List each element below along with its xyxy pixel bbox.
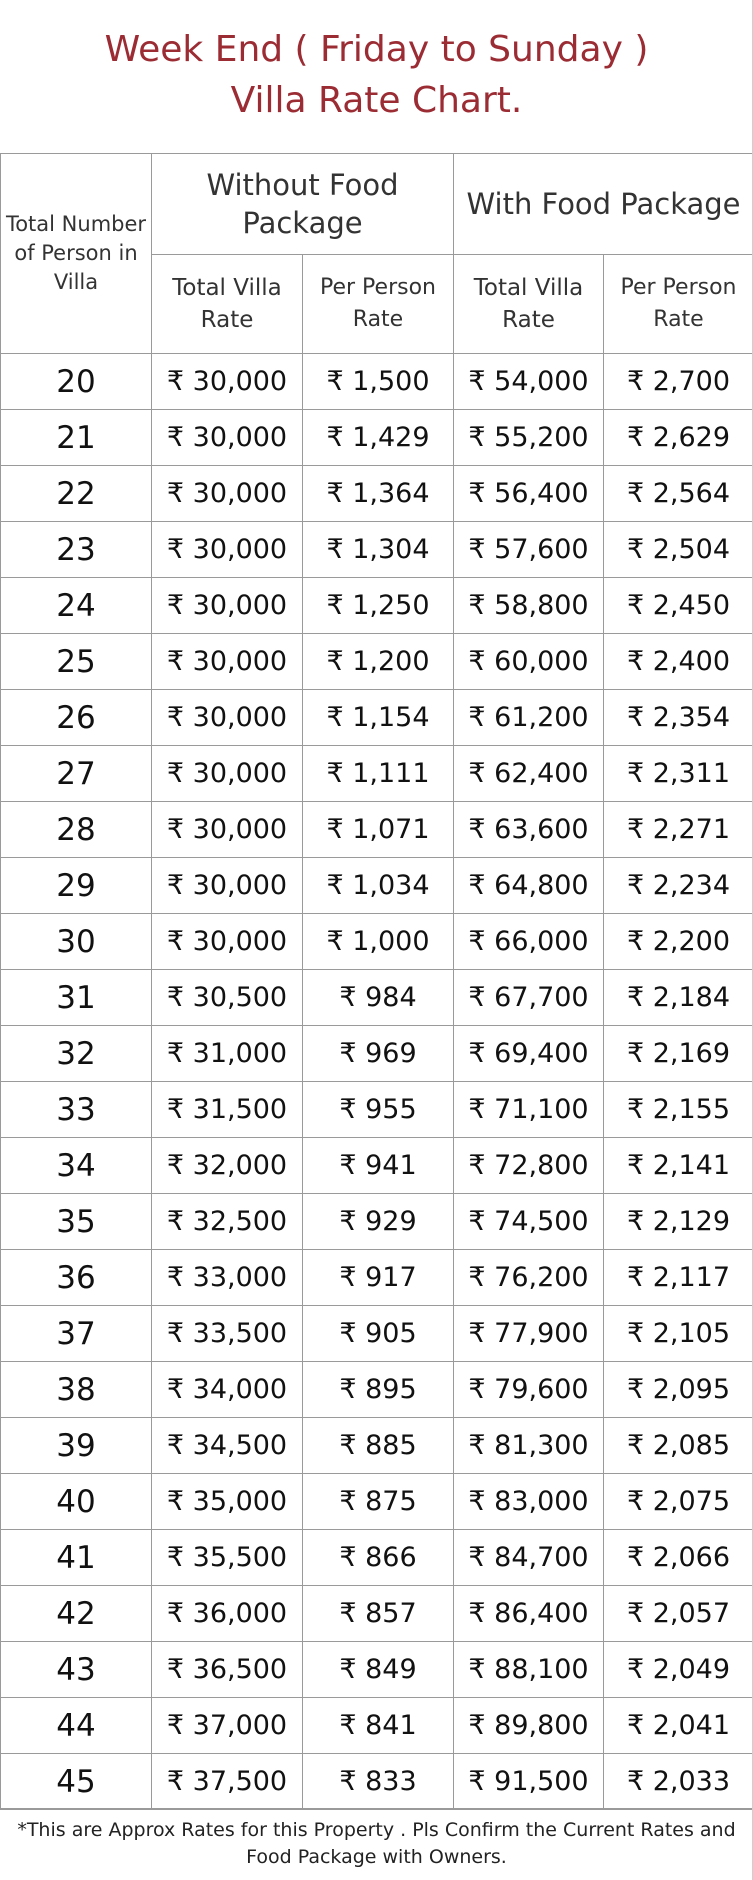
with-food-total-villa-rate-cell: ₹ 91,500	[454, 1754, 604, 1810]
persons-cell: 24	[1, 578, 152, 634]
with-food-total-villa-rate-cell: ₹ 62,400	[454, 746, 604, 802]
table-row	[1, 690, 753, 746]
without-food-total-villa-rate-cell: ₹ 30,000	[152, 410, 303, 466]
with-food-total-villa-rate-cell: ₹ 79,600	[454, 1362, 604, 1418]
header-without-food-total-villa-rate: Total Villa Rate	[152, 255, 303, 354]
without-food-total-villa-rate-cell: ₹ 30,000	[152, 858, 303, 914]
persons-cell: 22	[1, 466, 152, 522]
without-food-total-villa-rate-cell: ₹ 33,000	[152, 1250, 303, 1306]
header-without-food: Without Food Package	[152, 154, 454, 255]
with-food-per-person-rate-cell: ₹ 2,075	[604, 1474, 753, 1530]
table-row	[1, 1586, 753, 1642]
with-food-per-person-rate-cell: ₹ 2,049	[604, 1642, 753, 1698]
table-row	[1, 1698, 753, 1754]
table-row	[1, 1026, 753, 1082]
persons-cell: 30	[1, 914, 152, 970]
without-food-total-villa-rate-cell: ₹ 35,500	[152, 1530, 303, 1586]
table-row	[1, 578, 753, 634]
with-food-total-villa-rate-cell: ₹ 54,000	[454, 354, 604, 410]
with-food-total-villa-rate-cell: ₹ 88,100	[454, 1642, 604, 1698]
with-food-per-person-rate-cell: ₹ 2,354	[604, 690, 753, 746]
header-row-groups	[1, 154, 753, 255]
persons-cell: 33	[1, 1082, 152, 1138]
rate-table	[0, 153, 753, 1810]
with-food-total-villa-rate-cell: ₹ 57,600	[454, 522, 604, 578]
persons-cell: 21	[1, 410, 152, 466]
without-food-per-person-rate-cell: ₹ 1,034	[303, 858, 454, 914]
with-food-total-villa-rate-cell: ₹ 77,900	[454, 1306, 604, 1362]
with-food-per-person-rate-cell: ₹ 2,450	[604, 578, 753, 634]
table-row	[1, 522, 753, 578]
without-food-total-villa-rate-cell: ₹ 32,000	[152, 1138, 303, 1194]
table-row	[1, 1754, 753, 1810]
persons-cell: 23	[1, 522, 152, 578]
table-row	[1, 858, 753, 914]
with-food-per-person-rate-cell: ₹ 2,105	[604, 1306, 753, 1362]
without-food-total-villa-rate-cell: ₹ 30,000	[152, 802, 303, 858]
header-with-food-total-villa-rate: Total Villa Rate	[454, 255, 604, 354]
without-food-total-villa-rate-cell: ₹ 30,000	[152, 634, 303, 690]
with-food-per-person-rate-cell: ₹ 2,057	[604, 1586, 753, 1642]
with-food-total-villa-rate-cell: ₹ 63,600	[454, 802, 604, 858]
persons-cell: 44	[1, 1698, 152, 1754]
table-row	[1, 1082, 753, 1138]
persons-cell: 29	[1, 858, 152, 914]
persons-cell: 34	[1, 1138, 152, 1194]
without-food-total-villa-rate-cell: ₹ 30,000	[152, 746, 303, 802]
without-food-per-person-rate-cell: ₹ 1,154	[303, 690, 454, 746]
table-row	[1, 914, 753, 970]
persons-cell: 26	[1, 690, 152, 746]
without-food-total-villa-rate-cell: ₹ 30,000	[152, 578, 303, 634]
title-line-1: Week End ( Friday to Sunday )	[104, 29, 649, 70]
without-food-total-villa-rate-cell: ₹ 32,500	[152, 1194, 303, 1250]
persons-cell: 45	[1, 1754, 152, 1810]
with-food-total-villa-rate-cell: ₹ 83,000	[454, 1474, 604, 1530]
without-food-per-person-rate-cell: ₹ 929	[303, 1194, 454, 1250]
without-food-per-person-rate-cell: ₹ 895	[303, 1362, 454, 1418]
without-food-total-villa-rate-cell: ₹ 34,000	[152, 1362, 303, 1418]
persons-cell: 32	[1, 1026, 152, 1082]
persons-cell: 25	[1, 634, 152, 690]
with-food-per-person-rate-cell: ₹ 2,169	[604, 1026, 753, 1082]
table-row	[1, 410, 753, 466]
persons-cell: 40	[1, 1474, 152, 1530]
without-food-total-villa-rate-cell: ₹ 33,500	[152, 1306, 303, 1362]
with-food-per-person-rate-cell: ₹ 2,066	[604, 1530, 753, 1586]
with-food-per-person-rate-cell: ₹ 2,041	[604, 1698, 753, 1754]
table-row	[1, 746, 753, 802]
with-food-total-villa-rate-cell: ₹ 67,700	[454, 970, 604, 1026]
with-food-total-villa-rate-cell: ₹ 72,800	[454, 1138, 604, 1194]
without-food-total-villa-rate-cell: ₹ 37,000	[152, 1698, 303, 1754]
with-food-per-person-rate-cell: ₹ 2,271	[604, 802, 753, 858]
table-row	[1, 970, 753, 1026]
header-without-food-per-person-rate: Per Person Rate	[303, 255, 454, 354]
header-with-food: With Food Package	[454, 154, 753, 255]
with-food-total-villa-rate-cell: ₹ 81,300	[454, 1418, 604, 1474]
with-food-total-villa-rate-cell: ₹ 64,800	[454, 858, 604, 914]
without-food-total-villa-rate-cell: ₹ 37,500	[152, 1754, 303, 1810]
with-food-total-villa-rate-cell: ₹ 55,200	[454, 410, 604, 466]
without-food-per-person-rate-cell: ₹ 941	[303, 1138, 454, 1194]
with-food-total-villa-rate-cell: ₹ 71,100	[454, 1082, 604, 1138]
with-food-total-villa-rate-cell: ₹ 89,800	[454, 1698, 604, 1754]
without-food-per-person-rate-cell: ₹ 1,071	[303, 802, 454, 858]
with-food-per-person-rate-cell: ₹ 2,085	[604, 1418, 753, 1474]
without-food-total-villa-rate-cell: ₹ 30,500	[152, 970, 303, 1026]
table-row	[1, 1194, 753, 1250]
persons-cell: 39	[1, 1418, 152, 1474]
with-food-per-person-rate-cell: ₹ 2,155	[604, 1082, 753, 1138]
table-row	[1, 1250, 753, 1306]
without-food-per-person-rate-cell: ₹ 866	[303, 1530, 454, 1586]
without-food-per-person-rate-cell: ₹ 885	[303, 1418, 454, 1474]
without-food-total-villa-rate-cell: ₹ 30,000	[152, 466, 303, 522]
without-food-per-person-rate-cell: ₹ 984	[303, 970, 454, 1026]
without-food-total-villa-rate-cell: ₹ 36,000	[152, 1586, 303, 1642]
with-food-total-villa-rate-cell: ₹ 60,000	[454, 634, 604, 690]
persons-cell: 42	[1, 1586, 152, 1642]
with-food-per-person-rate-cell: ₹ 2,129	[604, 1194, 753, 1250]
with-food-total-villa-rate-cell: ₹ 56,400	[454, 466, 604, 522]
title-block	[0, 0, 753, 153]
with-food-per-person-rate-cell: ₹ 2,184	[604, 970, 753, 1026]
footnote: *This are Approx Rates for this Property . Pls Confirm the Current Rates and Food Package with Owners.	[0, 1808, 753, 1880]
with-food-per-person-rate-cell: ₹ 2,629	[604, 410, 753, 466]
without-food-per-person-rate-cell: ₹ 1,364	[303, 466, 454, 522]
with-food-total-villa-rate-cell: ₹ 76,200	[454, 1250, 604, 1306]
rate-table-body	[1, 354, 753, 1810]
table-row	[1, 354, 753, 410]
without-food-total-villa-rate-cell: ₹ 31,500	[152, 1082, 303, 1138]
without-food-per-person-rate-cell: ₹ 1,429	[303, 410, 454, 466]
with-food-per-person-rate-cell: ₹ 2,117	[604, 1250, 753, 1306]
without-food-total-villa-rate-cell: ₹ 35,000	[152, 1474, 303, 1530]
persons-cell: 41	[1, 1530, 152, 1586]
with-food-per-person-rate-cell: ₹ 2,564	[604, 466, 753, 522]
table-row	[1, 802, 753, 858]
table-row	[1, 1530, 753, 1586]
table-row	[1, 1474, 753, 1530]
without-food-per-person-rate-cell: ₹ 875	[303, 1474, 454, 1530]
table-row	[1, 466, 753, 522]
with-food-total-villa-rate-cell: ₹ 84,700	[454, 1530, 604, 1586]
table-row	[1, 634, 753, 690]
with-food-total-villa-rate-cell: ₹ 69,400	[454, 1026, 604, 1082]
without-food-per-person-rate-cell: ₹ 1,200	[303, 634, 454, 690]
table-row	[1, 1418, 753, 1474]
persons-cell: 31	[1, 970, 152, 1026]
persons-cell: 38	[1, 1362, 152, 1418]
without-food-per-person-rate-cell: ₹ 955	[303, 1082, 454, 1138]
header-total-persons: Total Number of Person in Villa	[1, 154, 152, 354]
without-food-total-villa-rate-cell: ₹ 30,000	[152, 522, 303, 578]
with-food-total-villa-rate-cell: ₹ 58,800	[454, 578, 604, 634]
persons-cell: 27	[1, 746, 152, 802]
with-food-per-person-rate-cell: ₹ 2,504	[604, 522, 753, 578]
with-food-total-villa-rate-cell: ₹ 74,500	[454, 1194, 604, 1250]
with-food-per-person-rate-cell: ₹ 2,234	[604, 858, 753, 914]
without-food-total-villa-rate-cell: ₹ 31,000	[152, 1026, 303, 1082]
with-food-total-villa-rate-cell: ₹ 61,200	[454, 690, 604, 746]
with-food-per-person-rate-cell: ₹ 2,141	[604, 1138, 753, 1194]
header-with-food-per-person-rate: Per Person Rate	[604, 255, 753, 354]
without-food-per-person-rate-cell: ₹ 1,000	[303, 914, 454, 970]
table-row	[1, 1138, 753, 1194]
persons-cell: 43	[1, 1642, 152, 1698]
without-food-total-villa-rate-cell: ₹ 36,500	[152, 1642, 303, 1698]
without-food-total-villa-rate-cell: ₹ 30,000	[152, 690, 303, 746]
with-food-per-person-rate-cell: ₹ 2,033	[604, 1754, 753, 1810]
with-food-per-person-rate-cell: ₹ 2,311	[604, 746, 753, 802]
with-food-total-villa-rate-cell: ₹ 66,000	[454, 914, 604, 970]
with-food-per-person-rate-cell: ₹ 2,200	[604, 914, 753, 970]
without-food-per-person-rate-cell: ₹ 917	[303, 1250, 454, 1306]
table-row	[1, 1642, 753, 1698]
without-food-total-villa-rate-cell: ₹ 30,000	[152, 914, 303, 970]
persons-cell: 35	[1, 1194, 152, 1250]
without-food-per-person-rate-cell: ₹ 905	[303, 1306, 454, 1362]
without-food-per-person-rate-cell: ₹ 857	[303, 1586, 454, 1642]
with-food-per-person-rate-cell: ₹ 2,095	[604, 1362, 753, 1418]
without-food-per-person-rate-cell: ₹ 969	[303, 1026, 454, 1082]
without-food-total-villa-rate-cell: ₹ 30,000	[152, 354, 303, 410]
table-row	[1, 1306, 753, 1362]
without-food-per-person-rate-cell: ₹ 1,304	[303, 522, 454, 578]
without-food-total-villa-rate-cell: ₹ 34,500	[152, 1418, 303, 1474]
with-food-per-person-rate-cell: ₹ 2,400	[604, 634, 753, 690]
persons-cell: 28	[1, 802, 152, 858]
table-row	[1, 1362, 753, 1418]
without-food-per-person-rate-cell: ₹ 833	[303, 1754, 454, 1810]
with-food-total-villa-rate-cell: ₹ 86,400	[454, 1586, 604, 1642]
persons-cell: 37	[1, 1306, 152, 1362]
with-food-per-person-rate-cell: ₹ 2,700	[604, 354, 753, 410]
without-food-per-person-rate-cell: ₹ 841	[303, 1698, 454, 1754]
title-line-2: Villa Rate Chart.	[230, 80, 523, 121]
without-food-per-person-rate-cell: ₹ 849	[303, 1642, 454, 1698]
without-food-per-person-rate-cell: ₹ 1,111	[303, 746, 454, 802]
without-food-per-person-rate-cell: ₹ 1,500	[303, 354, 454, 410]
persons-cell: 36	[1, 1250, 152, 1306]
without-food-per-person-rate-cell: ₹ 1,250	[303, 578, 454, 634]
persons-cell: 20	[1, 354, 152, 410]
